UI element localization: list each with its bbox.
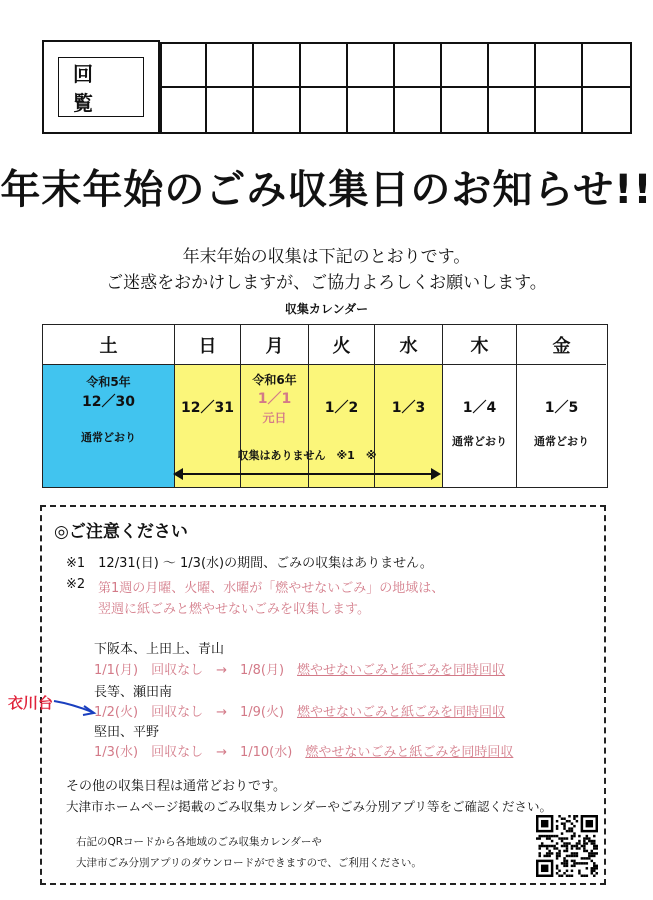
- stamp-grid: [160, 42, 632, 134]
- stamp-cell: [348, 44, 395, 88]
- notes-box: [40, 505, 606, 885]
- stamp-cell: [160, 88, 207, 132]
- day-cell-0102: [309, 365, 375, 487]
- stamp-cell: [583, 88, 630, 132]
- date-label: 1／4: [462, 400, 497, 416]
- stamp-cell: [536, 88, 583, 132]
- stamp-cell: [489, 88, 536, 132]
- no-collection-label: 収集はありません ※1 ※: [237, 449, 377, 462]
- qr-info-1: 右記のQRコードから各地域のごみ収集カレンダーや: [76, 836, 322, 848]
- date-label: 1／2: [324, 400, 359, 416]
- day-cell-0101: [241, 365, 309, 487]
- stamp-cell: [442, 88, 489, 132]
- weekday-wed: 水: [375, 325, 443, 365]
- intro-line-2: ご迷惑をおかけしますが、ご協力よろしくお願いします。: [106, 273, 547, 293]
- schedule-action: 燃やせないごみと紙ごみを同時回収: [297, 663, 506, 678]
- collection-calendar: [42, 324, 608, 488]
- stamp-cell: [254, 44, 301, 88]
- weekday-mon: 月: [241, 325, 309, 365]
- normal-note: 通常どおり: [534, 435, 589, 448]
- schedule-text: 1/1(月) 回収なし → 1/8(月): [94, 663, 285, 678]
- weekday-sat: 土: [43, 325, 175, 365]
- area-schedule-3: [94, 741, 513, 760]
- stamp-cell: [536, 44, 583, 88]
- stamp-cell: [489, 44, 536, 88]
- day-cell-0104: [443, 365, 517, 487]
- day-cell-0105: [517, 365, 606, 487]
- date-label: 1／3: [391, 400, 426, 416]
- note-2-line-2: 翌週に紙ごみと燃やせないごみを収集します。: [98, 602, 370, 617]
- stamp-cell: [348, 88, 395, 132]
- date-label: 12／30: [82, 394, 135, 410]
- weekday-tue: 火: [309, 325, 375, 365]
- era-label: 令和5年: [86, 375, 131, 389]
- note-2-mark: ※2: [66, 577, 86, 592]
- stamp-cell: [301, 88, 348, 132]
- circulation-label: 回 覧: [58, 57, 144, 117]
- arrow-left-icon: [173, 468, 183, 480]
- area-name-3: 堅田、平野: [94, 725, 160, 740]
- qr-info-2: 大津市ごみ分別アプリのダウンロードができますので、ご利用ください。: [76, 857, 422, 869]
- stamp-cell: [254, 88, 301, 132]
- handwritten-area-note: 衣川台: [8, 694, 54, 712]
- other-info-1: その他の収集日程は通常どおりです。: [66, 779, 286, 794]
- stamp-cell: [583, 44, 630, 88]
- weekday-thu: 木: [443, 325, 517, 365]
- schedule-text: 1/2(火) 回収なし → 1/9(火): [94, 705, 285, 720]
- normal-note: 通常どおり: [452, 435, 507, 448]
- area-name-2: 長等、瀬田南: [94, 685, 173, 700]
- page-title: 年末年始のごみ収集日のお知らせ!!: [0, 167, 653, 213]
- qr-code-icon[interactable]: [536, 815, 598, 877]
- schedule-text: 1/3(水) 回収なし → 1/10(水): [94, 745, 293, 760]
- area-schedule-2: [94, 701, 505, 720]
- stamp-cell: [160, 44, 207, 88]
- date-label: 12／31: [181, 400, 234, 416]
- area-schedule-1: [94, 659, 505, 678]
- schedule-action: 燃やせないごみと紙ごみを同時回収: [305, 745, 514, 760]
- date-label: 1／5: [544, 400, 579, 416]
- note-1: ※1 12/31(日) ～ 1/3(水)の期間、ごみの収集はありません。: [66, 556, 433, 571]
- range-arrow-line: [179, 473, 435, 475]
- day-cell-1230: [43, 365, 175, 487]
- arrow-right-icon: [431, 468, 441, 480]
- note-2-line-1: 第1週の月曜、火曜、水曜が「燃やせないごみ」の地域は、: [98, 581, 445, 596]
- area-name-1: 下阪本、上田上、青山: [94, 642, 225, 657]
- circulation-box: [42, 40, 160, 134]
- holiday-label: 元日: [262, 411, 287, 425]
- day-cell-1231: [175, 365, 241, 487]
- stamp-cell: [207, 44, 254, 88]
- handwritten-arrow-icon: [52, 696, 98, 718]
- stamp-cell: [301, 44, 348, 88]
- stamp-cell: [442, 44, 489, 88]
- stamp-cell: [207, 88, 254, 132]
- intro-line-1: 年末年始の収集は下記のとおりです。: [182, 247, 471, 267]
- stamp-cell: [395, 44, 442, 88]
- schedule-action: 燃やせないごみと紙ごみを同時回収: [297, 705, 506, 720]
- era-label: 令和6年: [252, 373, 297, 387]
- normal-note: 通常どおり: [81, 431, 136, 444]
- notes-heading: ◎ご注意ください: [54, 522, 188, 542]
- weekday-sun: 日: [175, 325, 241, 365]
- weekday-fri: 金: [517, 325, 606, 365]
- calendar-title: 収集カレンダー: [284, 302, 369, 316]
- other-info-2: 大津市ホームページ掲載のごみ収集カレンダーやごみ分別アプリ等をご確認ください。: [66, 799, 552, 814]
- stamp-cell: [395, 88, 442, 132]
- date-label: 1／1: [257, 391, 292, 407]
